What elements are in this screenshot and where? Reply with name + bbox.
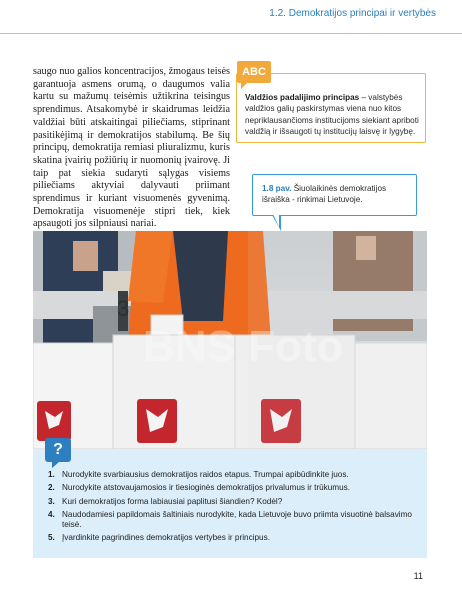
question-item — [48, 483, 418, 493]
question-number: 1. — [48, 470, 55, 479]
figure-caption-text: Šiuolaikinės demokratijos išraiška - rinkimai Lietuvoje. — [262, 184, 387, 204]
question-text: Naudodamiesi papildomais šaltiniais nurodykite, kada Lietuvoje buvo priimta visuotinė balsavimo teisė. — [62, 509, 412, 530]
question-number: 5. — [48, 533, 55, 543]
term-definition: – valstybės valdžios galių paskirstymas viena nuo kitos nepriklausančioms institucijoms siekiant apriboti valdžią ir išsaugoti tų institucijų laisvę ir lygybę. — [245, 93, 419, 136]
question-text: Nurodykite atstovaujamosios ir tiesioginės demokratijos privalumus ir trūkumus. — [62, 483, 351, 493]
question-text: Kuri demokratijos forma labiausiai paplitusi šiandien? Kodėl? — [62, 496, 283, 506]
booth-number: 3 — [117, 296, 130, 321]
question-number: 3. — [48, 496, 55, 506]
question-text: Nurodykite svarbiausius demokratijos raidos etapus. Trumpai apibūdinkite juos. — [62, 470, 349, 479]
header-rule — [0, 33, 462, 34]
question-item — [48, 470, 418, 480]
question-item — [48, 533, 418, 543]
abc-badge: ABC — [237, 61, 271, 83]
figure-number: 1.8 pav. — [262, 184, 292, 193]
question-item — [48, 510, 418, 531]
watermark: BNS Foto — [143, 322, 344, 371]
figure-caption-pointer-fill — [273, 214, 279, 227]
figure-caption — [262, 184, 410, 205]
question-number: 2. — [48, 483, 55, 493]
page-number: 11 — [413, 571, 423, 581]
term-title: Valdžios padalijimo principas — [245, 93, 360, 102]
question-badge: ? — [45, 438, 71, 462]
question-list — [48, 470, 418, 547]
body-paragraph: saugo nuo galios koncentracijos, žmogaus teisės garantuoja asmens orumą, o daugumos valia kartu su mažumų teisėmis užtikrina teisingus sprendimus. Atsakomybė ir skaidrumas leidžia valdžiai būti atskaitingai piliečiams, stiprinant pasitikėjimą ir demokratijos stabilumą. Be šių principų, demokratija remiasi pliuralizmu, kuris skatina įvairių požiūrių ir nuomonių įvairovę. Ji taip pat siekia sudaryti sąlygas visiems piliečiams aktyviai dalyvauti priimant sprendimus ir kuriant visuomenės gyvenimą. Demokratija visuomenėje stipri tiek, kiek apsaugoti jos silpniausi nariai. — [33, 66, 230, 230]
election-photo — [33, 231, 427, 449]
question-number: 4. — [48, 509, 55, 519]
term-definition-text — [245, 92, 421, 137]
question-text: Įvardinkite pagrindines demokratijos vertybes ir principus. — [62, 533, 270, 543]
question-item — [48, 497, 418, 507]
section-title: 1.2. Demokratijos principai ir vertybės — [269, 8, 436, 19]
